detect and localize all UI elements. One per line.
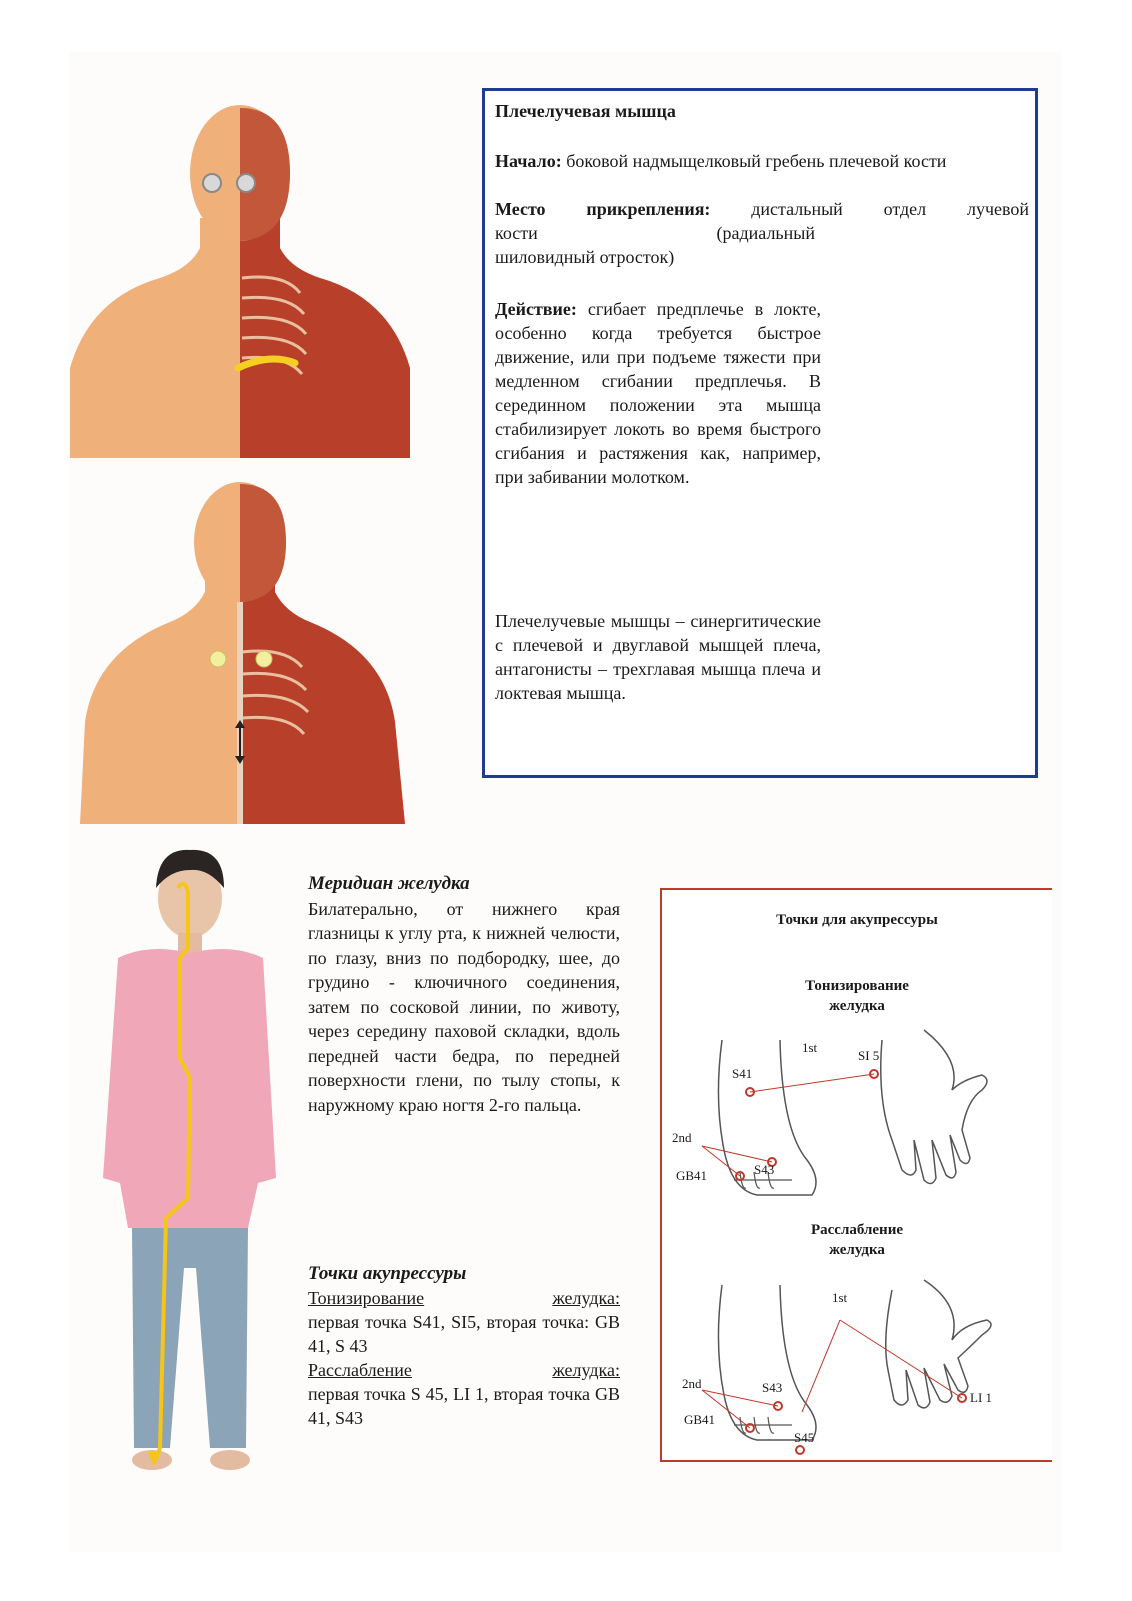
label-bottom-li1: LI 1 [970,1390,993,1405]
label-bottom-s43: S43 [762,1380,783,1395]
insertion-text-2a: кости [495,223,538,243]
meridian-title: Меридиан желудка [308,873,470,894]
synergy-paragraph: Плечелучевые мышцы – синергитические с плечевой и двуглавой мышцей плеча, антагонисты – трехглавая мышца плеча и локтевая мышца. [495,611,821,703]
page [70,52,1062,1552]
diagram-title: Точки для акупрессуры [776,912,938,928]
front-anatomy-illustration [70,98,410,458]
label-bottom-2nd: 2nd [682,1376,702,1391]
label-top-1st: 1st [802,1040,818,1055]
insertion-line-1 [495,197,1029,221]
label-top-s43: S43 [754,1162,775,1177]
back-anatomy-illustration [70,482,410,824]
acupressure-title: Точки акупрессуры [308,1263,467,1284]
relax-heading-row [308,1358,620,1382]
muscle-info-box [482,88,1038,778]
label-top-si5: SI 5 [858,1048,880,1063]
acupressure-diagram-box [660,888,1052,1462]
meridian-description: Билатерально, от нижнего края глазницы к углу рта, к нижней челюсти, по глазу, вниз по подбородку, шее, до грудино - ключичного соединения, затем по сосковой линии, по животу, через середину паховой складки, вдоль передней части бедра, по передней поверхности глени, по тылу стопы, к наружному краю ногтя 2-го пальца. [308,898,620,1115]
tonify-label: Тонизирование [308,1288,425,1308]
diagram-relax-heading-1: Расслабление [810,1222,904,1238]
insertion-text-1: дистальный отдел лучевой [751,199,1029,219]
label-bottom-s45: S45 [794,1430,815,1445]
diagram-tonify-heading-1: Тонизирование [805,978,909,994]
label-bottom-gb41: GB41 [684,1412,716,1427]
relax-text: первая точка S 45, LI 1, вторая точка GB 41, S43 [308,1384,620,1428]
muscle-title: Плечелучевая мышца [495,101,676,121]
insertion-label: Место прикрепления: [495,199,711,219]
tonify-text: первая точка S41, SI5, вторая точка: GB 41, S 43 [308,1312,620,1356]
tonify-label-2: желудка: [552,1288,620,1308]
origin-label: Начало: [495,151,562,171]
insertion-line-3: шиловидный отросток) [495,247,675,267]
label-top-2nd: 2nd [672,1130,692,1145]
acupressure-section [308,1262,620,1430]
diagram-relax-heading-2: желудка [829,1242,885,1258]
label-top-gb41: GB41 [676,1168,708,1183]
action-paragraph [495,297,821,489]
relax-label-2: желудка: [552,1360,620,1380]
acupoint-diagram [662,890,1052,1462]
meridian-figure-photo [98,848,288,1498]
label-top-s41: S41 [732,1066,753,1081]
action-label: Действие: [495,299,577,319]
label-bottom-1st: 1st [832,1290,848,1305]
insertion-text-2b: (радиальный [716,223,815,243]
diagram-tonify-heading-2: желудка [829,998,885,1014]
tonify-heading-row [308,1286,620,1310]
action-text: сгибает предплечье в локте, особенно когда требуется быстрое движение, или при подъеме тяжести при медленном сгибании предплечья. В серединном положении эта мышца стабилизирует локоть во время быстрого сгибания и растяжения как, например, при забивании молотком. [495,299,821,487]
origin-paragraph [495,149,1029,173]
origin-text: боковой надмыщелковый гребень плечевой кости [566,151,947,171]
relax-label: Расслабление [308,1360,412,1380]
meridian-section [308,872,620,1117]
insertion-line-2 [495,221,815,245]
